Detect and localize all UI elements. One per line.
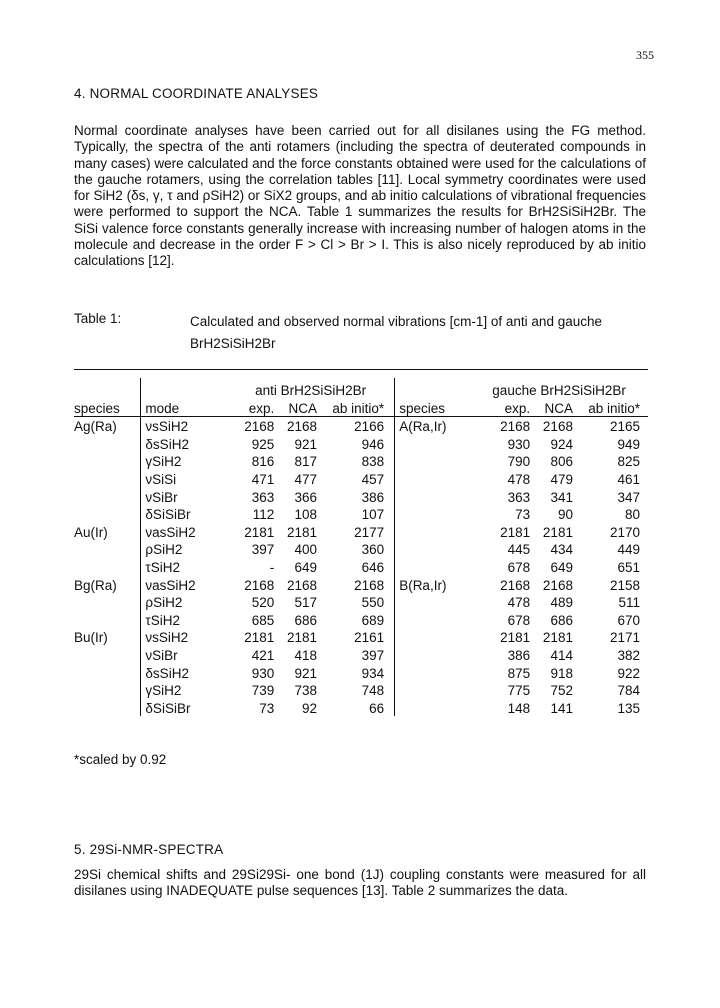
table-cell-species-gauche: [395, 452, 470, 470]
table-cell-abinitio-anti: 838: [361, 454, 385, 470]
table-cell-species-gauche: [395, 469, 470, 487]
table-cell-mode: νasSiH2: [141, 522, 227, 540]
table-cell-abinitio-gauche: 651: [617, 559, 640, 575]
table-cell-abinitio-gauche: 2171: [609, 630, 640, 646]
table-cell-species: [74, 681, 141, 699]
table-cell-species: [74, 610, 141, 628]
table-cell-species-gauche: [395, 663, 470, 681]
table-cell-nca-anti: 921: [294, 665, 318, 681]
table-cell-mode: ρSiH2: [141, 540, 227, 558]
table-cell-abinitio-gauche: 825: [617, 454, 640, 470]
table-cell-exp-gauche: 73: [515, 507, 531, 523]
table-cell-exp-anti: 2181: [244, 524, 275, 540]
table-cell-nca-anti: 817: [294, 454, 318, 470]
column-header-abinitio-anti: ab initio*: [317, 398, 395, 416]
table-cell-nca-anti: 477: [294, 471, 318, 487]
column-header-nca-anti: NCA: [274, 398, 317, 416]
table-cell-species: [74, 645, 141, 663]
table-cell-exp-gauche: 875: [507, 665, 531, 681]
table-cell-species: [74, 557, 141, 575]
table-row: [74, 698, 648, 716]
table-cell-mode: τSiH2: [141, 610, 227, 628]
table-cell-abinitio-gauche: 382: [617, 647, 640, 663]
table-cell-nca-gauche: 649: [550, 559, 573, 575]
column-header-mode: mode: [141, 398, 227, 416]
table-cell-species-gauche: [395, 505, 470, 523]
table-cell-exp-gauche: 790: [507, 454, 531, 470]
table-cell-exp-gauche: 478: [507, 471, 531, 487]
table-cell-exp-gauche: 363: [507, 489, 531, 505]
table-cell-abinitio-gauche: 922: [617, 665, 640, 681]
table-cell-abinitio-gauche: 80: [624, 507, 640, 523]
table-row: [74, 487, 648, 505]
table-cell-nca-gauche: 479: [550, 471, 573, 487]
table-row: [74, 416, 648, 434]
table-cell-nca-anti: 366: [294, 489, 318, 505]
table-cell-nca-anti: 517: [294, 595, 318, 611]
column-header-abinitio-gauche: ab initio*: [573, 398, 648, 416]
column-header-exp-gauche: exp.: [470, 398, 530, 416]
table-cell-nca-gauche: 141: [550, 700, 573, 716]
table-cell-abinitio-anti: 748: [361, 683, 385, 699]
table-cell-exp-anti: 112: [252, 507, 275, 523]
table-cell-nca-gauche: 924: [550, 436, 573, 452]
table-cell-exp-gauche: 148: [507, 700, 531, 716]
table-cell-species-gauche: [395, 628, 470, 646]
table-cell-nca-gauche: 489: [550, 595, 573, 611]
table-cell-mode: νasSiH2: [141, 575, 227, 593]
table-cell-abinitio-gauche: 2158: [609, 577, 640, 593]
table-row: [74, 593, 648, 611]
table-cell-exp-gauche: 678: [507, 559, 531, 575]
table-cell-abinitio-anti: 2161: [354, 630, 385, 646]
table-cell-mode: δSiSiBr: [141, 505, 227, 523]
table-cell-abinitio-anti: 386: [361, 489, 385, 505]
table-cell-nca-anti: 649: [294, 559, 318, 575]
table-cell-mode: νsSiH2: [141, 416, 227, 434]
table-cell-abinitio-gauche: 784: [617, 683, 640, 699]
table-row: [74, 505, 648, 523]
table-cell-abinitio-anti: 107: [361, 507, 385, 523]
table-cell-nca-anti: 418: [294, 647, 318, 663]
table-cell-species-gauche: [395, 610, 470, 628]
table-row: [74, 540, 648, 558]
table-cell-species: [74, 698, 141, 716]
table-cell-abinitio-anti: 66: [369, 700, 385, 716]
table-cell-species: [74, 434, 141, 452]
table-cell-exp-anti: 421: [251, 647, 275, 663]
table-cell-nca-gauche: 806: [550, 454, 573, 470]
table-cell-mode: γSiH2: [141, 681, 227, 699]
table-cell-nca-anti: 686: [294, 612, 318, 628]
table-row: [74, 469, 648, 487]
table-cell-mode: νSiBr: [141, 645, 227, 663]
table-cell-species: [74, 452, 141, 470]
table-footnote: *scaled by 0.92: [74, 752, 167, 767]
table-cell-nca-anti: 92: [302, 700, 318, 716]
group-header-anti: anti BrH2SiSiH2Br: [255, 383, 367, 398]
section-4-paragraph: Normal coordinate analyses have been carried out for all disilanes using the FG method. Typically, the spectra of the anti rotamers (including the spectra of deuterated compounds in many cases) were calculated and the force constants obtained were used for the calculations of the gauche rotamers, using the correlation tables [11]. Local symmetry coordinates were used for SiH2 (δs, γ, τ and ρSiH2) or SiX2 groups, and ab initio calculations of vibrational frequencies were performed to support the NCA. Table 1 summarizes the results for BrH2SiSiH2Br. The SiSi valence force constants generally increase with increasing number of halogen atoms in the molecule and decrease in the order F > Cl > Br > I. This is also nicely reproduced by ab initio calculations [12].: [74, 123, 646, 269]
column-header-species: species: [74, 398, 141, 416]
section-4-heading: 4. NORMAL COORDINATE ANALYSES: [74, 86, 319, 101]
page-number: 355: [636, 48, 654, 62]
table-cell-abinitio-anti: 689: [361, 612, 385, 628]
table-cell-nca-gauche: 90: [557, 507, 573, 523]
table-cell-abinitio-gauche: 347: [617, 489, 640, 505]
table-cell-abinitio-anti: 934: [361, 665, 385, 681]
table-cell-exp-gauche: 478: [507, 595, 531, 611]
table-cell-nca-anti: 108: [294, 507, 318, 523]
table-cell-nca-anti: 738: [294, 683, 318, 699]
table-row: [74, 452, 648, 470]
table-cell-exp-gauche: 445: [507, 542, 531, 558]
table-cell-abinitio-gauche: 461: [617, 471, 640, 487]
table-cell-species-gauche: A(Ra,Ir): [395, 416, 470, 434]
table-cell-abinitio-gauche: 2165: [609, 419, 640, 435]
table-row: [74, 663, 648, 681]
table-cell-species: Au(Ir): [74, 524, 108, 540]
table-cell-species-gauche: [395, 540, 470, 558]
table-row: [74, 681, 648, 699]
table-cell-mode: νSiSi: [141, 469, 227, 487]
table-cell-exp-gauche: 678: [507, 612, 531, 628]
table-row: [74, 610, 648, 628]
table-row: [74, 522, 648, 540]
table-cell-species: [74, 663, 141, 681]
vibrations-table: [74, 369, 648, 716]
table-cell-mode: δsSiH2: [141, 663, 227, 681]
section-5-heading: 5. 29Si-NMR-SPECTRA: [74, 842, 224, 857]
table-cell-exp-anti: 925: [251, 436, 275, 452]
table-cell-nca-anti: 2181: [287, 524, 318, 540]
table-cell-species-gauche: [395, 681, 470, 699]
table-cell-species-gauche: [395, 434, 470, 452]
table-cell-exp-gauche: 775: [507, 683, 531, 699]
table-cell-nca-gauche: 341: [550, 489, 573, 505]
column-header-nca-gauche: NCA: [530, 398, 573, 416]
table-cell-exp-anti: 2168: [244, 419, 275, 435]
table-row: [74, 645, 648, 663]
table-cell-exp-anti: -: [269, 559, 275, 575]
table-cell-nca-gauche: 2181: [542, 524, 573, 540]
table-cell-exp-gauche: 2168: [500, 419, 531, 435]
table-cell-exp-anti: 73: [259, 700, 275, 716]
table-cell-nca-anti: 400: [294, 542, 318, 558]
table-cell-species-gauche: B(Ra,Ir): [395, 575, 470, 593]
table-cell-abinitio-anti: 550: [361, 595, 385, 611]
table-cell-exp-gauche: 386: [507, 647, 531, 663]
table-cell-abinitio-anti: 397: [361, 647, 385, 663]
table-cell-exp-anti: 930: [251, 665, 275, 681]
table-cell-abinitio-anti: 457: [361, 471, 385, 487]
table-cell-abinitio-gauche: 949: [617, 436, 640, 452]
table-cell-abinitio-anti: 2168: [354, 577, 385, 593]
table-1-caption: Calculated and observed normal vibrations [cm-1] of anti and gauche BrH2SiSiH2Br: [190, 314, 602, 351]
table-cell-mode: γSiH2: [141, 452, 227, 470]
table-cell-exp-anti: 739: [251, 683, 275, 699]
table-cell-nca-anti: 2168: [287, 419, 318, 435]
table-cell-exp-anti: 363: [251, 489, 275, 505]
table-cell-species-gauche: [395, 698, 470, 716]
table-cell-abinitio-anti: 646: [361, 559, 385, 575]
table-row: [74, 628, 648, 646]
table-cell-species-gauche: [395, 487, 470, 505]
table-row: [74, 434, 648, 452]
table-cell-species: [74, 505, 141, 523]
table-cell-species: Bu(Ir): [74, 630, 108, 646]
table-cell-abinitio-gauche: 2170: [609, 524, 640, 540]
table-cell-abinitio-anti: 360: [361, 542, 385, 558]
table-cell-mode: νsSiH2: [141, 628, 227, 646]
table-cell-nca-gauche: 434: [550, 542, 573, 558]
table-cell-exp-anti: 397: [251, 542, 275, 558]
table-cell-nca-gauche: 918: [550, 665, 573, 681]
table-cell-species-gauche: [395, 522, 470, 540]
table-cell-mode: νSiBr: [141, 487, 227, 505]
table-row: [74, 557, 648, 575]
table-cell-species: Ag(Ra): [74, 419, 117, 435]
table-row: [74, 575, 648, 593]
table-cell-exp-gauche: 2181: [500, 630, 531, 646]
table-cell-abinitio-anti: 2166: [354, 419, 385, 435]
table-cell-nca-gauche: 2168: [542, 419, 573, 435]
column-header-exp-anti: exp.: [227, 398, 274, 416]
table-cell-species: [74, 593, 141, 611]
table-cell-species: Bg(Ra): [74, 577, 117, 593]
column-header-species-gauche: species: [395, 398, 470, 416]
table-cell-species: [74, 487, 141, 505]
table-cell-nca-gauche: 414: [550, 647, 573, 663]
table-cell-mode: τSiH2: [141, 557, 227, 575]
table-cell-mode: δSiSiBr: [141, 698, 227, 716]
table-1-label: Table 1:: [74, 311, 122, 326]
table-cell-abinitio-gauche: 511: [618, 595, 640, 611]
table-cell-exp-gauche: 2181: [500, 524, 531, 540]
table-cell-nca-gauche: 2181: [542, 630, 573, 646]
table-cell-mode: δsSiH2: [141, 434, 227, 452]
table-cell-abinitio-gauche: 670: [617, 612, 640, 628]
table-cell-abinitio-anti: 946: [361, 436, 385, 452]
table-cell-nca-gauche: 2168: [542, 577, 573, 593]
table-cell-exp-anti: 2181: [244, 630, 275, 646]
table-cell-abinitio-gauche: 449: [617, 542, 640, 558]
table-cell-exp-gauche: 930: [507, 436, 531, 452]
table-cell-exp-gauche: 2168: [500, 577, 531, 593]
table-cell-exp-anti: 816: [251, 454, 275, 470]
table-cell-species-gauche: [395, 645, 470, 663]
section-5-paragraph: 29Si chemical shifts and 29Si29Si- one bond (1J) coupling constants were measured for all disilanes using INADEQUATE pulse sequences [13]. Table 2 summarizes the data.: [74, 867, 646, 899]
table-cell-nca-gauche: 752: [550, 683, 573, 699]
table-cell-abinitio-anti: 2177: [354, 524, 385, 540]
table-cell-mode: ρSiH2: [141, 593, 227, 611]
table-cell-nca-anti: 921: [294, 436, 318, 452]
table-cell-species: [74, 469, 141, 487]
table-cell-species: [74, 540, 141, 558]
table-cell-nca-gauche: 686: [550, 612, 573, 628]
table-cell-exp-anti: 520: [251, 595, 275, 611]
table-cell-nca-anti: 2168: [287, 577, 318, 593]
table-cell-exp-anti: 471: [251, 471, 275, 487]
table-cell-exp-anti: 2168: [244, 577, 275, 593]
table-cell-nca-anti: 2181: [287, 630, 318, 646]
table-cell-species-gauche: [395, 593, 470, 611]
table-cell-abinitio-gauche: 135: [617, 700, 640, 716]
table-cell-species-gauche: [395, 557, 470, 575]
group-header-gauche: gauche BrH2SiSiH2Br: [492, 383, 626, 398]
table-cell-exp-anti: 685: [251, 612, 275, 628]
